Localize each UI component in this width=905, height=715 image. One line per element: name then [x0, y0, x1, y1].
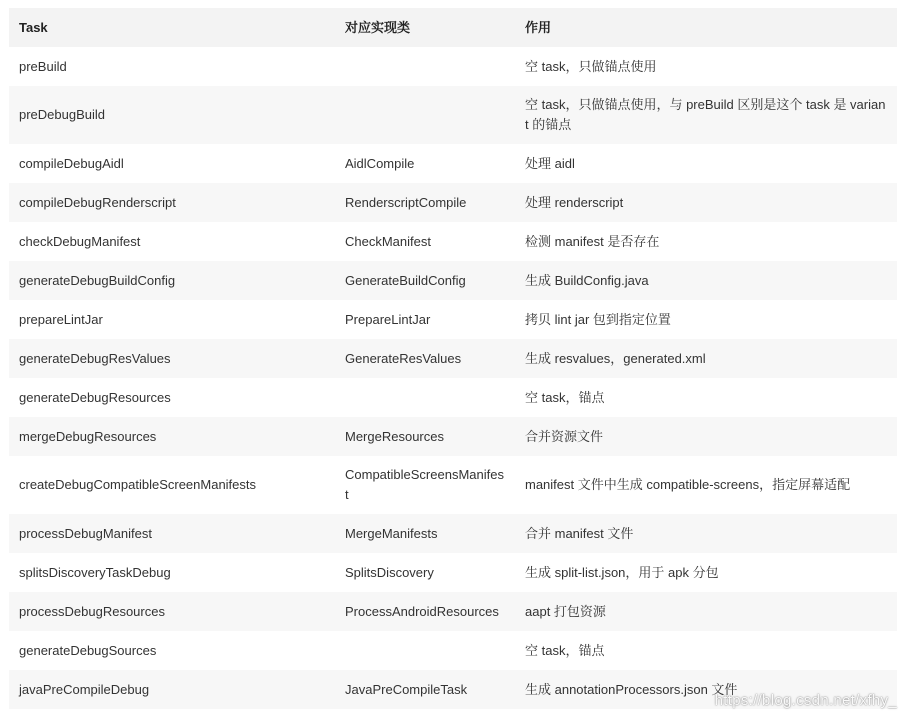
- cell-task: generateDebugResValues: [9, 339, 335, 378]
- cell-impl: JavaPreCompileTask: [335, 670, 515, 709]
- table-header: [9, 8, 897, 47]
- table-row: [9, 378, 897, 417]
- cell-task: generateDebugBuildConfig: [9, 261, 335, 300]
- cell-impl: CheckManifest: [335, 222, 515, 261]
- cell-desc: 空 task，锚点: [515, 631, 897, 670]
- table-row: [9, 553, 897, 592]
- cell-task: createDebugCompatibleScreenManifests: [9, 456, 335, 514]
- cell-desc: 空 task，只做锚点使用，与 preBuild 区别是这个 task 是 variant 的锚点: [515, 86, 897, 144]
- header-impl-class: 对应实现类: [335, 8, 515, 47]
- cell-desc: 生成 split-list.json，用于 apk 分包: [515, 553, 897, 592]
- cell-task: compileDebugRenderscript: [9, 183, 335, 222]
- cell-task: generateDebugResources: [9, 378, 335, 417]
- table-body: [9, 47, 897, 709]
- cell-task: splitsDiscoveryTaskDebug: [9, 553, 335, 592]
- table-row: [9, 183, 897, 222]
- cell-task: processDebugManifest: [9, 514, 335, 553]
- cell-task: compileDebugAidl: [9, 144, 335, 183]
- cell-impl: [335, 378, 515, 417]
- cell-desc: 拷贝 lint jar 包到指定位置: [515, 300, 897, 339]
- table-row: [9, 144, 897, 183]
- table-row: [9, 592, 897, 631]
- cell-desc: 处理 aidl: [515, 144, 897, 183]
- cell-impl: CompatibleScreensManifest: [335, 456, 515, 514]
- table-row: [9, 514, 897, 553]
- table-row: [9, 300, 897, 339]
- cell-impl: AidlCompile: [335, 144, 515, 183]
- header-row: [9, 8, 897, 47]
- table-row: [9, 417, 897, 456]
- cell-task: preBuild: [9, 47, 335, 86]
- cell-task: mergeDebugResources: [9, 417, 335, 456]
- cell-desc: 空 task，只做锚点使用: [515, 47, 897, 86]
- cell-desc: 生成 BuildConfig.java: [515, 261, 897, 300]
- cell-impl: ProcessAndroidResources: [335, 592, 515, 631]
- table-row: [9, 86, 897, 144]
- cell-impl: MergeResources: [335, 417, 515, 456]
- table-row: [9, 339, 897, 378]
- cell-task: processDebugResources: [9, 592, 335, 631]
- cell-desc: aapt 打包资源: [515, 592, 897, 631]
- cell-task: preDebugBuild: [9, 86, 335, 144]
- table-row: [9, 222, 897, 261]
- cell-task: generateDebugSources: [9, 631, 335, 670]
- cell-desc: 处理 renderscript: [515, 183, 897, 222]
- task-table-container: [9, 8, 897, 709]
- table-row: [9, 631, 897, 670]
- cell-impl: GenerateBuildConfig: [335, 261, 515, 300]
- table-row: [9, 261, 897, 300]
- cell-desc: 空 task，锚点: [515, 378, 897, 417]
- cell-impl: RenderscriptCompile: [335, 183, 515, 222]
- cell-impl: [335, 47, 515, 86]
- cell-impl: [335, 86, 515, 144]
- watermark-url: https://blog.csdn.net/xfhy_: [714, 692, 897, 709]
- cell-impl: GenerateResValues: [335, 339, 515, 378]
- cell-impl: MergeManifests: [335, 514, 515, 553]
- table-row: [9, 456, 897, 514]
- task-table: [9, 8, 897, 709]
- cell-desc: manifest 文件中生成 compatible-screens，指定屏幕适配: [515, 456, 897, 514]
- header-task: Task: [9, 8, 335, 47]
- table-row: [9, 47, 897, 86]
- cell-desc: 生成 annotationProcessors.json 文件: [515, 670, 897, 709]
- cell-desc: 检测 manifest 是否存在: [515, 222, 897, 261]
- cell-desc: 生成 resvalues，generated.xml: [515, 339, 897, 378]
- cell-impl: SplitsDiscovery: [335, 553, 515, 592]
- cell-task: checkDebugManifest: [9, 222, 335, 261]
- cell-impl: [335, 631, 515, 670]
- cell-desc: 合并资源文件: [515, 417, 897, 456]
- cell-task: javaPreCompileDebug: [9, 670, 335, 709]
- header-purpose: 作用: [515, 8, 897, 47]
- cell-desc: 合并 manifest 文件: [515, 514, 897, 553]
- cell-task: prepareLintJar: [9, 300, 335, 339]
- cell-impl: PrepareLintJar: [335, 300, 515, 339]
